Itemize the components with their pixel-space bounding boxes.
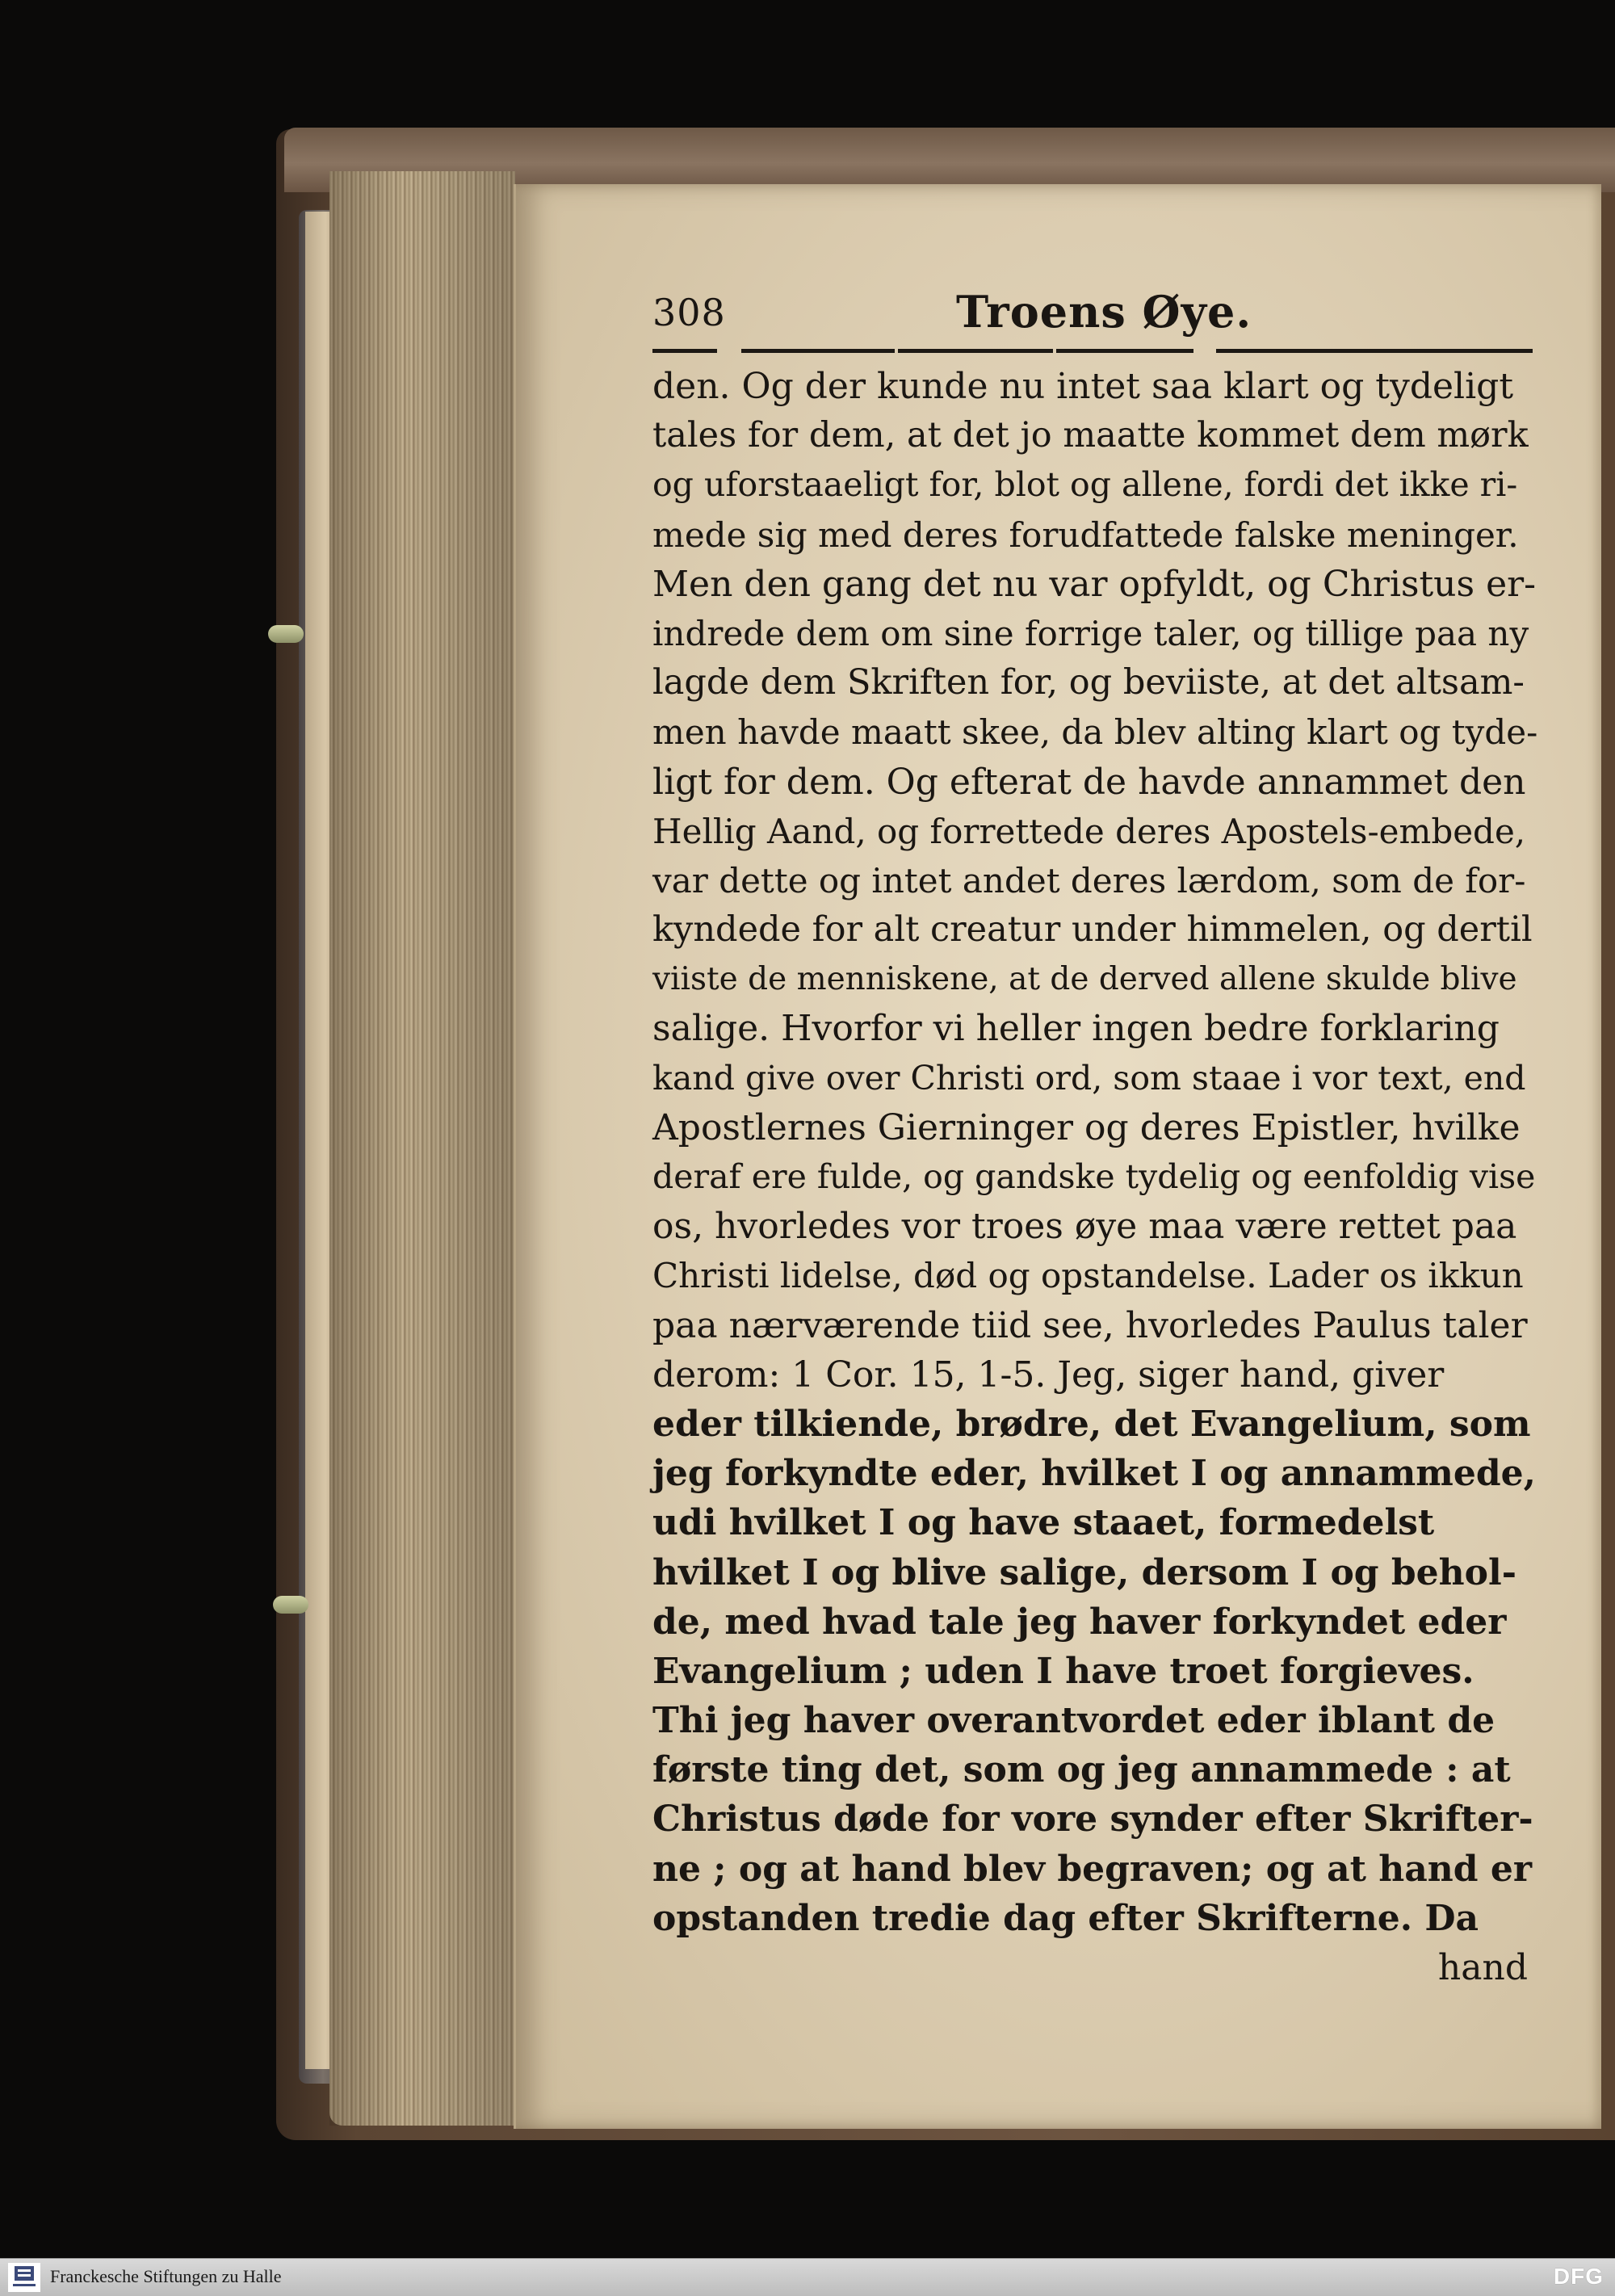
header-rule xyxy=(1056,349,1193,353)
header-rule xyxy=(1216,349,1533,353)
page-edges-shadow xyxy=(329,171,515,2126)
text-line: udi hvilket I og have staaet, formedelst xyxy=(652,1502,1435,1544)
text-line: Evangelium ; uden I have troet forgieves. xyxy=(652,1650,1474,1692)
text-line: lagde dem Skriften for, og beviiste, at det altsam- xyxy=(652,662,1525,703)
text-line: jeg forkyndte eder, hvilket I og annammede, xyxy=(652,1453,1536,1495)
text-line: kyndede for alt creatur under himmelen, og dertil xyxy=(652,909,1533,951)
institution-logo-icon xyxy=(8,2263,40,2292)
text-line: mede sig med deres forudfattede falske meninger. xyxy=(652,514,1519,555)
text-line: Thi jeg haver overantvordet eder iblant de xyxy=(652,1700,1495,1742)
text-line: Hellig Aand, og forrettede deres Apostels-embede, xyxy=(652,811,1526,851)
text-line: Men den gang det nu var opfyldt, og Christus er- xyxy=(652,563,1537,605)
binding-cord-top xyxy=(268,625,304,643)
text-line: første ting det, som og jeg annammede : at xyxy=(652,1749,1511,1791)
text-line: paa nærværende tiid see, hvorledes Paulus taler xyxy=(652,1304,1528,1346)
viewer-footer xyxy=(0,2258,1615,2296)
text-line: opstanden tredie dag efter Skrifterne. Da xyxy=(652,1897,1479,1939)
institution-name: Franckesche Stiftungen zu Halle xyxy=(50,2266,282,2286)
text-line: Christi lidelse, død og opstandelse. Lader os ikkun xyxy=(652,1256,1524,1296)
header-rule xyxy=(652,349,717,353)
text-line: indrede dem om sine forrige taler, og tillige paa ny xyxy=(652,613,1529,653)
text-line: viiste de menniskene, at de derved allene skulde blive xyxy=(652,961,1517,998)
text-line: ne ; og at hand blev begraven; og at hand er xyxy=(652,1848,1533,1890)
text-line: hvilket I og blive salige, dersom I og behol- xyxy=(652,1551,1516,1593)
text-line: men havde maatt skee, da blev alting klart og tyde- xyxy=(652,712,1538,753)
text-line: hand xyxy=(1437,1947,1528,1988)
text-line: og uforstaaeligt for, blot og allene, fordi det ikke ri- xyxy=(652,465,1518,505)
funder-logo: DFG xyxy=(1553,2264,1604,2289)
header-rule xyxy=(741,349,895,353)
text-line: deraf ere fulde, og gandske tydelig og eenfoldig vise xyxy=(652,1157,1536,1196)
body-text xyxy=(652,362,1537,1992)
text-line: derom: 1 Cor. 15, 1-5. Jeg, siger hand, giver xyxy=(652,1354,1445,1396)
text-line: ligt for dem. Og efterat de havde annammet den xyxy=(652,761,1526,803)
binding-cord-bottom xyxy=(273,1596,308,1614)
text-line: os, hvorledes vor troes øye maa være rettet paa xyxy=(652,1206,1517,1248)
text-line: var dette og intet andet deres lærdom, som de for- xyxy=(652,860,1526,900)
running-title: Troens Øye. xyxy=(956,286,1252,338)
page-number: 308 xyxy=(652,291,726,334)
text-line: salige. Hvorfor vi heller ingen bedre forklaring xyxy=(652,1008,1500,1050)
header-rule xyxy=(898,349,1053,353)
text-line: Christus døde for vore synder efter Skrifter- xyxy=(652,1799,1533,1841)
text-line: tales for dem, at det jo maatte kommet dem mørk xyxy=(652,415,1529,456)
text-line: Apostlernes Gierninger og deres Epistler, hvilke xyxy=(652,1106,1521,1148)
text-line: den. Og der kunde nu intet saa klart og tydeligt xyxy=(652,366,1514,407)
text-line: de, med hvad tale jeg haver forkyndet eder xyxy=(652,1601,1507,1643)
running-head xyxy=(652,286,1541,347)
text-line: kand give over Christi ord, som staae i vor text, end xyxy=(652,1058,1526,1098)
text-line: eder tilkiende, brødre, det Evangelium, som xyxy=(652,1403,1531,1445)
